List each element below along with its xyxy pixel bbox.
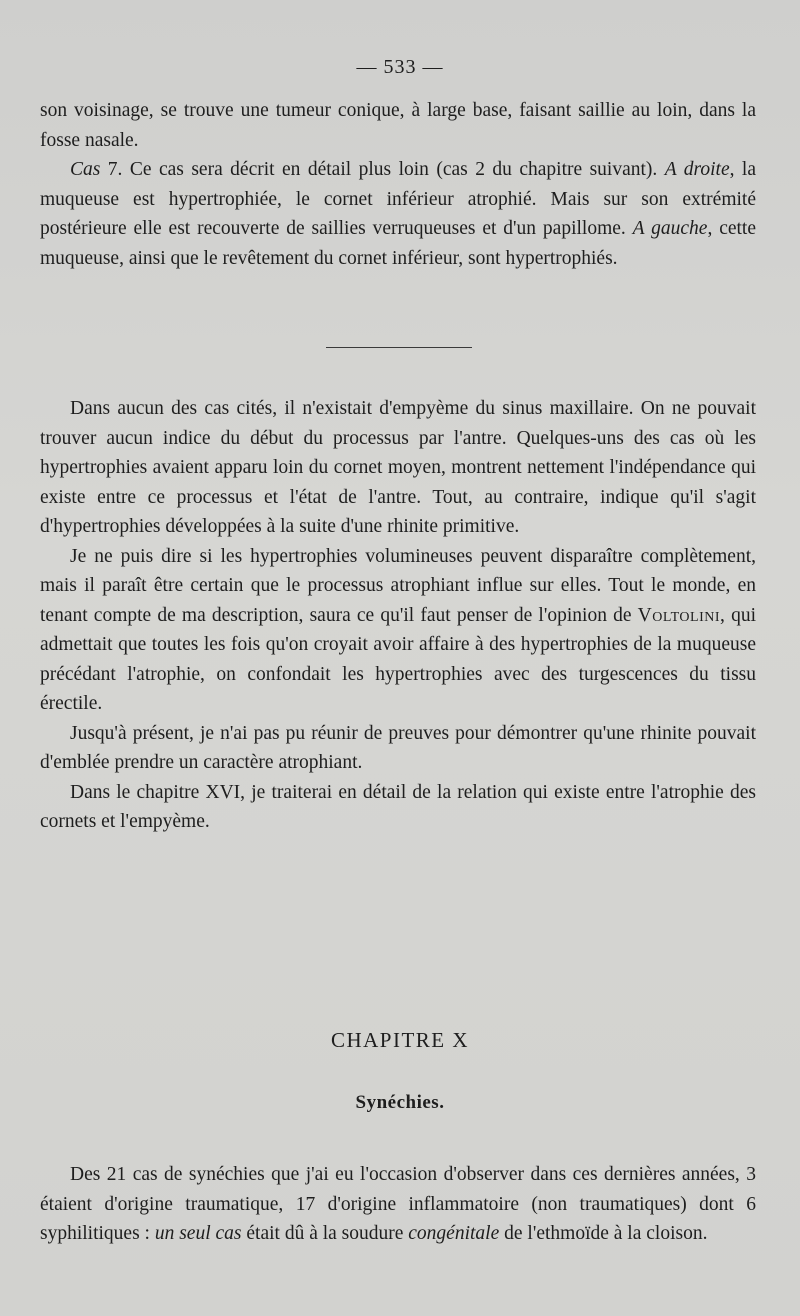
text-span: 7. Ce cas sera décrit en détail plus loin (cas 2 du chapitre suivant). <box>100 159 665 180</box>
bottom-text-block <box>40 1160 756 1249</box>
middle-text-block <box>40 394 756 837</box>
text-span: Je ne puis dire si les hypertrophies volumineuses peuvent disparaître complètement, mais il paraît être certain que le processus atrophiant influe sur elles. Tout le monde, en tenant compte de ma description, saura ce qu'il faut penser de l'opinion de <box>40 545 756 626</box>
section-divider <box>326 347 472 348</box>
paragraph <box>40 542 756 719</box>
paragraph-cas-7 <box>40 155 756 273</box>
paragraph <box>40 1160 756 1249</box>
italic-un-seul-cas: un seul cas <box>154 1223 242 1244</box>
text-span: , cette muqueuse, ainsi que le revêtement du cornet inférieur, sont hypertrophiés. <box>40 218 756 269</box>
paragraph: Dans aucun des cas cités, il n'existait d'empyème du sinus maxillaire. On ne pouvait trouver aucun indice du début du processus par l'antre. Quelques-uns des cas où les hypertrophies avaient apparu loin du cornet moyen, montrent nettement l'indépendance qui existe entre ce processus et l'état de l'antre. Tout, au contraire, indique qu'il s'agit d'hypertrophies développées à la suite d'une rhinite primitive. <box>40 398 756 537</box>
text-span: , qui admettait que toutes les fois qu'on croyait avoir affaire à des hypertrophies de la muqueuse précédant l'atrophie, on confondait les hypertrophies avec des turgescences du tissu érectile. <box>40 604 756 714</box>
chapter-title: CHAPITRE X <box>330 1028 470 1052</box>
text-span: de l'ethmoïde à la cloison. <box>499 1223 708 1244</box>
author-name: Voltolini <box>637 604 721 626</box>
section-title: Synéchies. <box>355 1092 445 1113</box>
page-number: — 533 — <box>356 56 444 78</box>
text-span: , la muqueuse est hypertrophiée, le cornet inférieur atrophié. Mais sur son extrémité postérieure elle est recouverte de saillies verruqueuses et d'un papillome. <box>40 159 757 239</box>
text-span: Des 21 cas de synéchies que j'ai eu l'occasion d'observer dans ces dernières années, 3 étaient d'origine traumatique, 17 d'origine inflammatoire (non traumatiques) dont 6 syphilitiques : <box>40 1164 756 1244</box>
paragraph: Jusqu'à présent, je n'ai pas pu réunir de preuves pour démontrer qu'une rhinite pouvait d'emblée prendre un caractère atrophiant. <box>40 722 756 773</box>
top-text-block <box>40 96 756 273</box>
italic-droite: A droite <box>664 159 730 180</box>
text-span: était dû à la soudure <box>241 1223 409 1244</box>
italic-congenitale: congénitale <box>408 1223 500 1244</box>
paragraph: son voisinage, se trouve une tumeur conique, à large base, faisant saillie au loin, dans la fosse nasale. <box>40 100 756 151</box>
paragraph: Dans le chapitre XVI, je traiterai en détail de la relation qui existe entre l'atrophie des cornets et l'empyème. <box>40 781 756 832</box>
italic-gauche: A gauche <box>632 218 708 239</box>
cas-label: Cas <box>70 159 101 180</box>
